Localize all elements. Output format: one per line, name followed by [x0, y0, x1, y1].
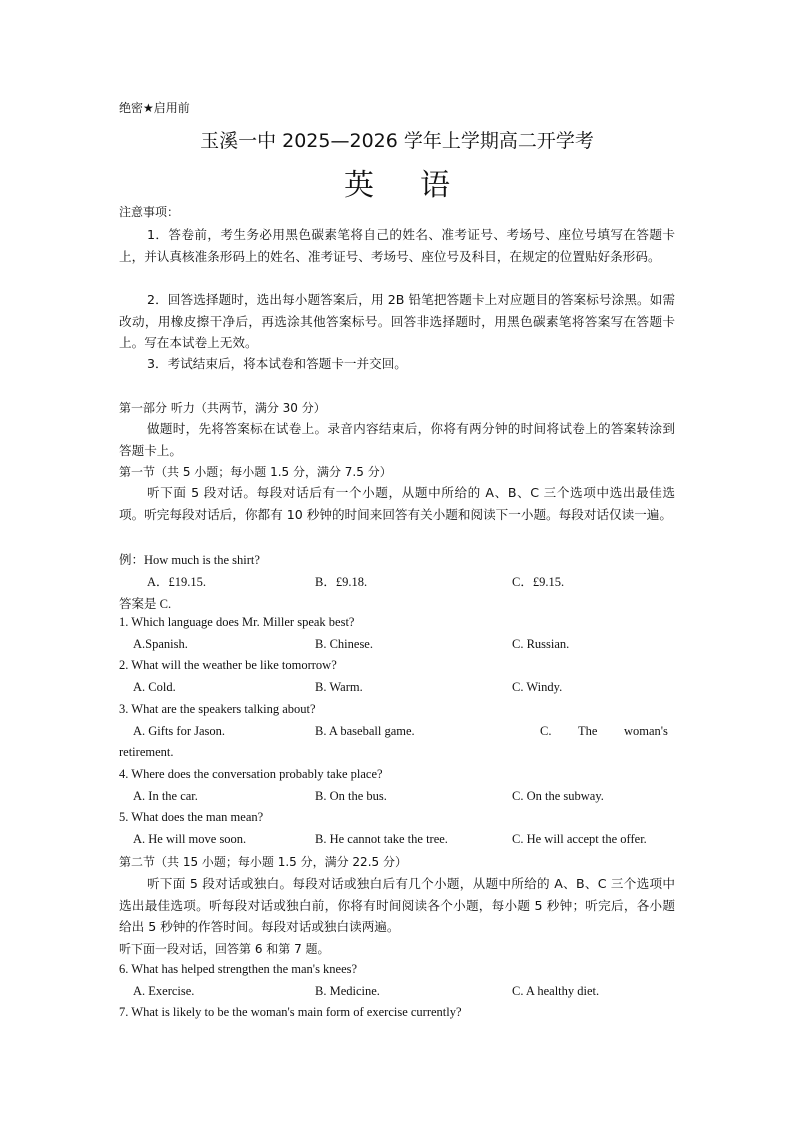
question-6-option-b: B. Medicine. [315, 984, 380, 998]
part1-intro: 做题时，先将答案标在试卷上。录音内容结束后，你将有两分钟的时间将试卷上的答案转涂到答题卡上。 [119, 421, 675, 458]
question-3-option-c-word3: retirement. [119, 745, 174, 759]
question-4-option-b: B. On the bus. [315, 789, 387, 803]
question-6: 6. What has helped strengthen the man's knees? [119, 962, 358, 976]
section2-heading: 第二节（共 15 小题；每小题 1.5 分，满分 22.5 分） [119, 855, 407, 869]
part1-heading: 第一部分 听力（共两节，满分 30 分） [119, 401, 326, 415]
question-6-option-a: A. Exercise. [133, 984, 195, 998]
example-question: 例：How much is the shirt? [119, 553, 260, 567]
notice-item-1: 1．答卷前，考生务必用黑色碳素笔将自己的姓名、准考证号、考场号、座位号填写在答题卡上，并认真核准条形码上的姓名、准考证号、考场号、座位号及科目，在规定的位置贴好条形码。 [119, 227, 675, 264]
question-1: 1. Which language does Mr. Miller speak best? [119, 615, 355, 629]
example-answer: 答案是 C. [119, 597, 172, 611]
example-option-b: B．£9.18. [315, 575, 368, 589]
question-1-option-b: B. Chinese. [315, 637, 373, 651]
question-3: 3. What are the speakers talking about? [119, 702, 316, 716]
notice-item-2: 2．回答选择题时，选出每小题答案后，用 2B 铅笔把答题卡上对应题目的答案标号涂黑。如需改动，用橡皮擦干净后，再选涂其他答案标号。回答非选择题时，用黑色碳素笔将答案写在答题卡上。写在本试卷上无效。 [119, 292, 675, 350]
question-5-option-c: C. He will accept the offer. [512, 832, 647, 846]
question-5-option-a: A. He will move soon. [133, 832, 247, 846]
question-7: 7. What is likely to be the woman's main form of exercise currently? [119, 1005, 462, 1019]
question-2: 2. What will the weather be like tomorrow? [119, 658, 337, 672]
question-5-option-b: B. He cannot take the tree. [315, 832, 448, 846]
question-1-option-c: C. Russian. [512, 637, 570, 651]
section1-heading: 第一节（共 5 小题；每小题 1.5 分，满分 7.5 分） [119, 465, 392, 479]
question-3-option-c-word2: woman's [624, 724, 668, 738]
example-option-c: C．£9.15. [512, 575, 565, 589]
subject-char-1: 英 [344, 168, 374, 203]
notice-label: 注意事项： [119, 205, 180, 219]
question-3-option-c-word1: The [578, 724, 598, 738]
question-5: 5. What does the man mean? [119, 810, 264, 824]
question-3-option-b: B. A baseball game. [315, 724, 415, 738]
question-2-option-c: C. Windy. [512, 680, 563, 694]
subject-title [0, 160, 794, 204]
group-intro: 听下面一段对话，回答第 6 和第 7 题。 [119, 942, 330, 956]
section2-intro: 听下面 5 段对话或独白。每段对话或独白后有几个小题，从题中所给的 A、B、C 三个选项中选出最佳选项。听每段对话或独白前，你将有时间阅读各个小题，每小题 5 秒钟；听完后，各小题给出 5 秒钟的作答时间。每段对话或独白读两遍。 [119, 876, 675, 934]
notice-item-3: 3．考试结束后，将本试卷和答题卡一并交回。 [147, 356, 407, 371]
exam-title: 玉溪一中 2025—2026 学年上学期高二开学考 [200, 130, 594, 152]
question-6-option-c: C. A healthy diet. [512, 984, 600, 998]
question-2-option-b: B. Warm. [315, 680, 363, 694]
confidential-label: 绝密★启用前 [119, 101, 190, 115]
example-option-a: A．£19.15. [147, 575, 207, 589]
question-4: 4. Where does the conversation probably take place? [119, 767, 383, 781]
question-4-option-a: A. In the car. [133, 789, 198, 803]
question-2-option-a: A. Cold. [133, 680, 176, 694]
section1-intro: 听下面 5 段对话。每段对话后有一个小题，从题中所给的 A、B、C 三个选项中选出最佳选项。听完每段对话后，你都有 10 秒钟的时间来回答有关小题和阅读下一小题。每段对话仅读一遍。 [119, 485, 675, 522]
question-3-option-c-letter: C. [540, 724, 552, 738]
question-1-option-a: A.Spanish. [133, 637, 188, 651]
subject-char-2: 语 [420, 168, 450, 203]
question-3-option-a: A. Gifts for Jason. [133, 724, 226, 738]
question-4-option-c: C. On the subway. [512, 789, 604, 803]
